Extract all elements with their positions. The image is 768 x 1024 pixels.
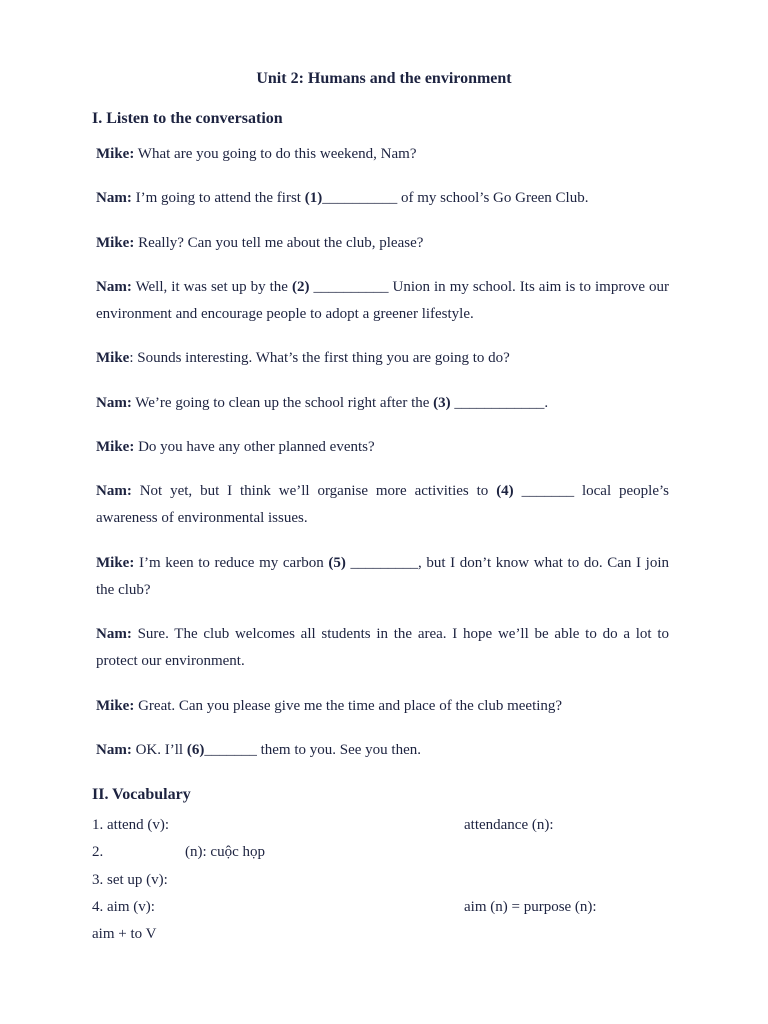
dialogue-line: [96, 345, 669, 372]
blank-number: (5): [328, 555, 346, 571]
dialogue-text: We’re going to clean up the school right after the: [131, 395, 434, 411]
dialogue-line: [96, 621, 669, 675]
dialogue-text: Really? Can you tell me about the club, please?: [134, 235, 424, 251]
dialogue-text: _______ them to you. See you then.: [204, 742, 421, 758]
dialogue-line: [96, 185, 669, 212]
dialogue-line: [96, 274, 669, 328]
dialogue-text: Not yet, but I think we’ll organise more activities to: [131, 483, 497, 499]
dialogue-text: __________ Union in my school. Its aim is to improve our environment and encourage people to adopt a greener lifestyle.: [96, 279, 669, 322]
dialogue-text: I’m going to attend the first: [131, 190, 305, 206]
dialogue-line: [96, 390, 669, 417]
dialogue-text: _________, but I don’t know what to do. Can I join the club?: [96, 555, 669, 598]
vocab-item-1: 1. attend (v):: [92, 817, 170, 833]
dialogue-text: Sure. The club welcomes all students in the area. I hope we’ll be able to do a lot to protect our environment.: [96, 626, 669, 669]
dialogue-text: : Sounds interesting. What’s the first thing you are going to do?: [129, 350, 510, 366]
dialogue-text: _______ local people’s awareness of environmental issues.: [96, 483, 669, 526]
dialogue-line: [96, 550, 669, 604]
speaker-name: Mike: [96, 350, 130, 366]
dialogue-text: Great. Can you please give me the time and place of the club meeting?: [134, 698, 563, 714]
dialogue-line: [96, 737, 669, 764]
dialogue-text: OK. I’ll: [131, 742, 187, 758]
dialogue-text: Well, it was set up by the: [131, 279, 292, 295]
vocab-item-3: 3. set up (v):: [92, 872, 168, 888]
dialogue-text: I’m keen to reduce my carbon: [134, 555, 329, 571]
vocab-item-2: (n): cuộc họp: [185, 844, 265, 860]
blank-number: (1): [304, 190, 323, 206]
section-heading-vocabulary: II. Vocabulary: [92, 786, 191, 803]
dialogue-line: [96, 141, 669, 168]
speaker-name: Mike:: [96, 555, 135, 571]
vocab-item-2-number: 2.: [92, 844, 104, 860]
dialogue-line: [96, 478, 669, 532]
speaker-name: Mike:: [96, 698, 135, 714]
blank-number: (6): [186, 742, 205, 758]
speaker-name: Nam:: [96, 190, 132, 206]
dialogue-text: Do you have any other planned events?: [134, 439, 375, 455]
speaker-name: Nam:: [96, 626, 132, 642]
dialogue-line: [96, 230, 669, 257]
section-heading-listening: I. Listen to the conversation: [92, 110, 283, 127]
speaker-name: Nam:: [96, 395, 132, 411]
speaker-name: Nam:: [96, 483, 132, 499]
blank-number: (3): [433, 395, 451, 411]
speaker-name: Mike:: [96, 146, 135, 162]
vocab-item-1-related: attendance (n):: [464, 817, 554, 833]
speaker-name: Nam:: [96, 742, 132, 758]
blank-number: (4): [496, 483, 514, 499]
vocab-item-4-related: aim (n) = purpose (n):: [464, 899, 597, 915]
dialogue-text: What are you going to do this weekend, Nam?: [134, 146, 417, 162]
dialogue-line: [96, 693, 669, 720]
speaker-name: Nam:: [96, 279, 132, 295]
dialogue-line: [96, 434, 669, 461]
dialogue-text: ____________.: [450, 395, 549, 411]
page-title: Unit 2: Humans and the environment: [256, 70, 512, 87]
blank-number: (2): [291, 279, 310, 295]
dialogue-text: __________ of my school’s Go Green Club.: [322, 190, 589, 206]
vocab-item-5: aim + to V: [92, 926, 157, 942]
speaker-name: Mike:: [96, 235, 135, 251]
vocab-item-4: 4. aim (v):: [92, 899, 155, 915]
speaker-name: Mike:: [96, 439, 135, 455]
